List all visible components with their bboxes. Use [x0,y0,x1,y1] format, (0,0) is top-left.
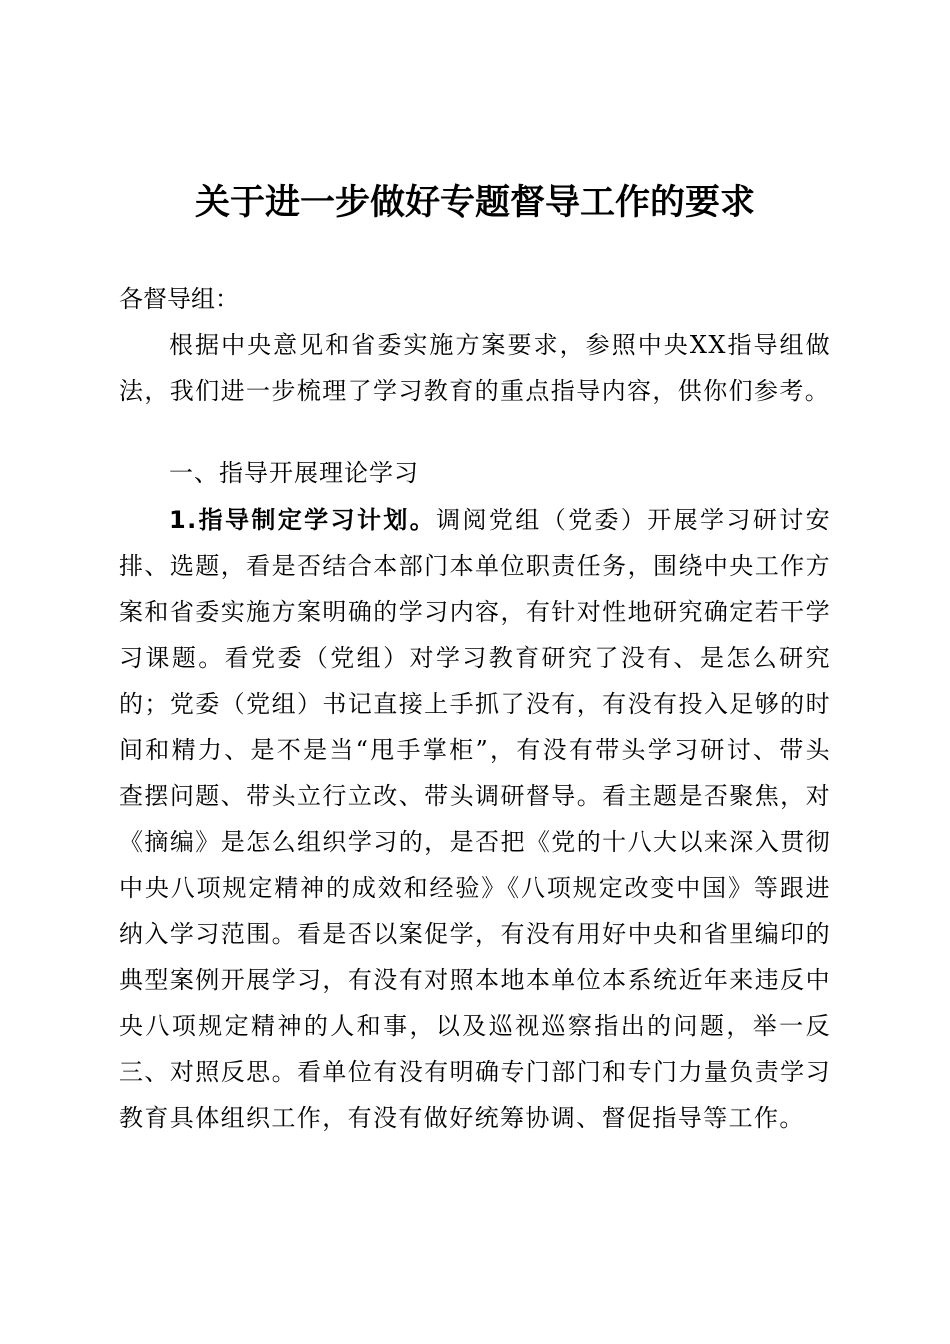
item-paragraph [119,497,831,1141]
item-lead: 1.指导制定学习计划。 [169,506,437,534]
document-title: 关于进一步做好专题督导工作的要求 [194,182,755,223]
salutation: 各督导组： [119,285,239,313]
section-heading: 一、指导开展理论学习 [169,459,419,487]
item-body: 调阅党组（党委）开展学习研讨安排、选题，看是否结合本部门本单位职责任务，围绕中央工作方案和省委实施方案明确的学习内容，有针对性地研究确定若干学习课题。看党委（党组）对学习教育研究了没有、是怎么研究的；党委（党组）书记直接上手抓了没有，有没有投入足够的时间和精力、是不是当“甩手掌柜”，有没有带头学习研讨、带头查摆问题、带头立行立改、带头调研督导。看主题是否聚焦，对《摘编》是怎么组织学习的，是否把《党的十八大以来深入贯彻中央八项规定精神的成效和经验》《八项规定改变中国》等跟进纳入学习范围。看是否以案促学，有没有用好中央和省里编印的典型案例开展学习，有没有对照本地本单位本系统近年来违反中央八项规定精神的人和事，以及巡视巡察指出的问题，举一反三、对照反思。看单位有没有明确专门部门和专门力量负责学习教育具体组织工作，有没有做好统筹协调、督促指导等工作。 [119,506,831,1132]
intro-paragraph: 根据中央意见和省委实施方案要求，参照中央XX指导组做法，我们进一步梳理了学习教育的重点指导内容，供你们参考。 [119,331,831,405]
